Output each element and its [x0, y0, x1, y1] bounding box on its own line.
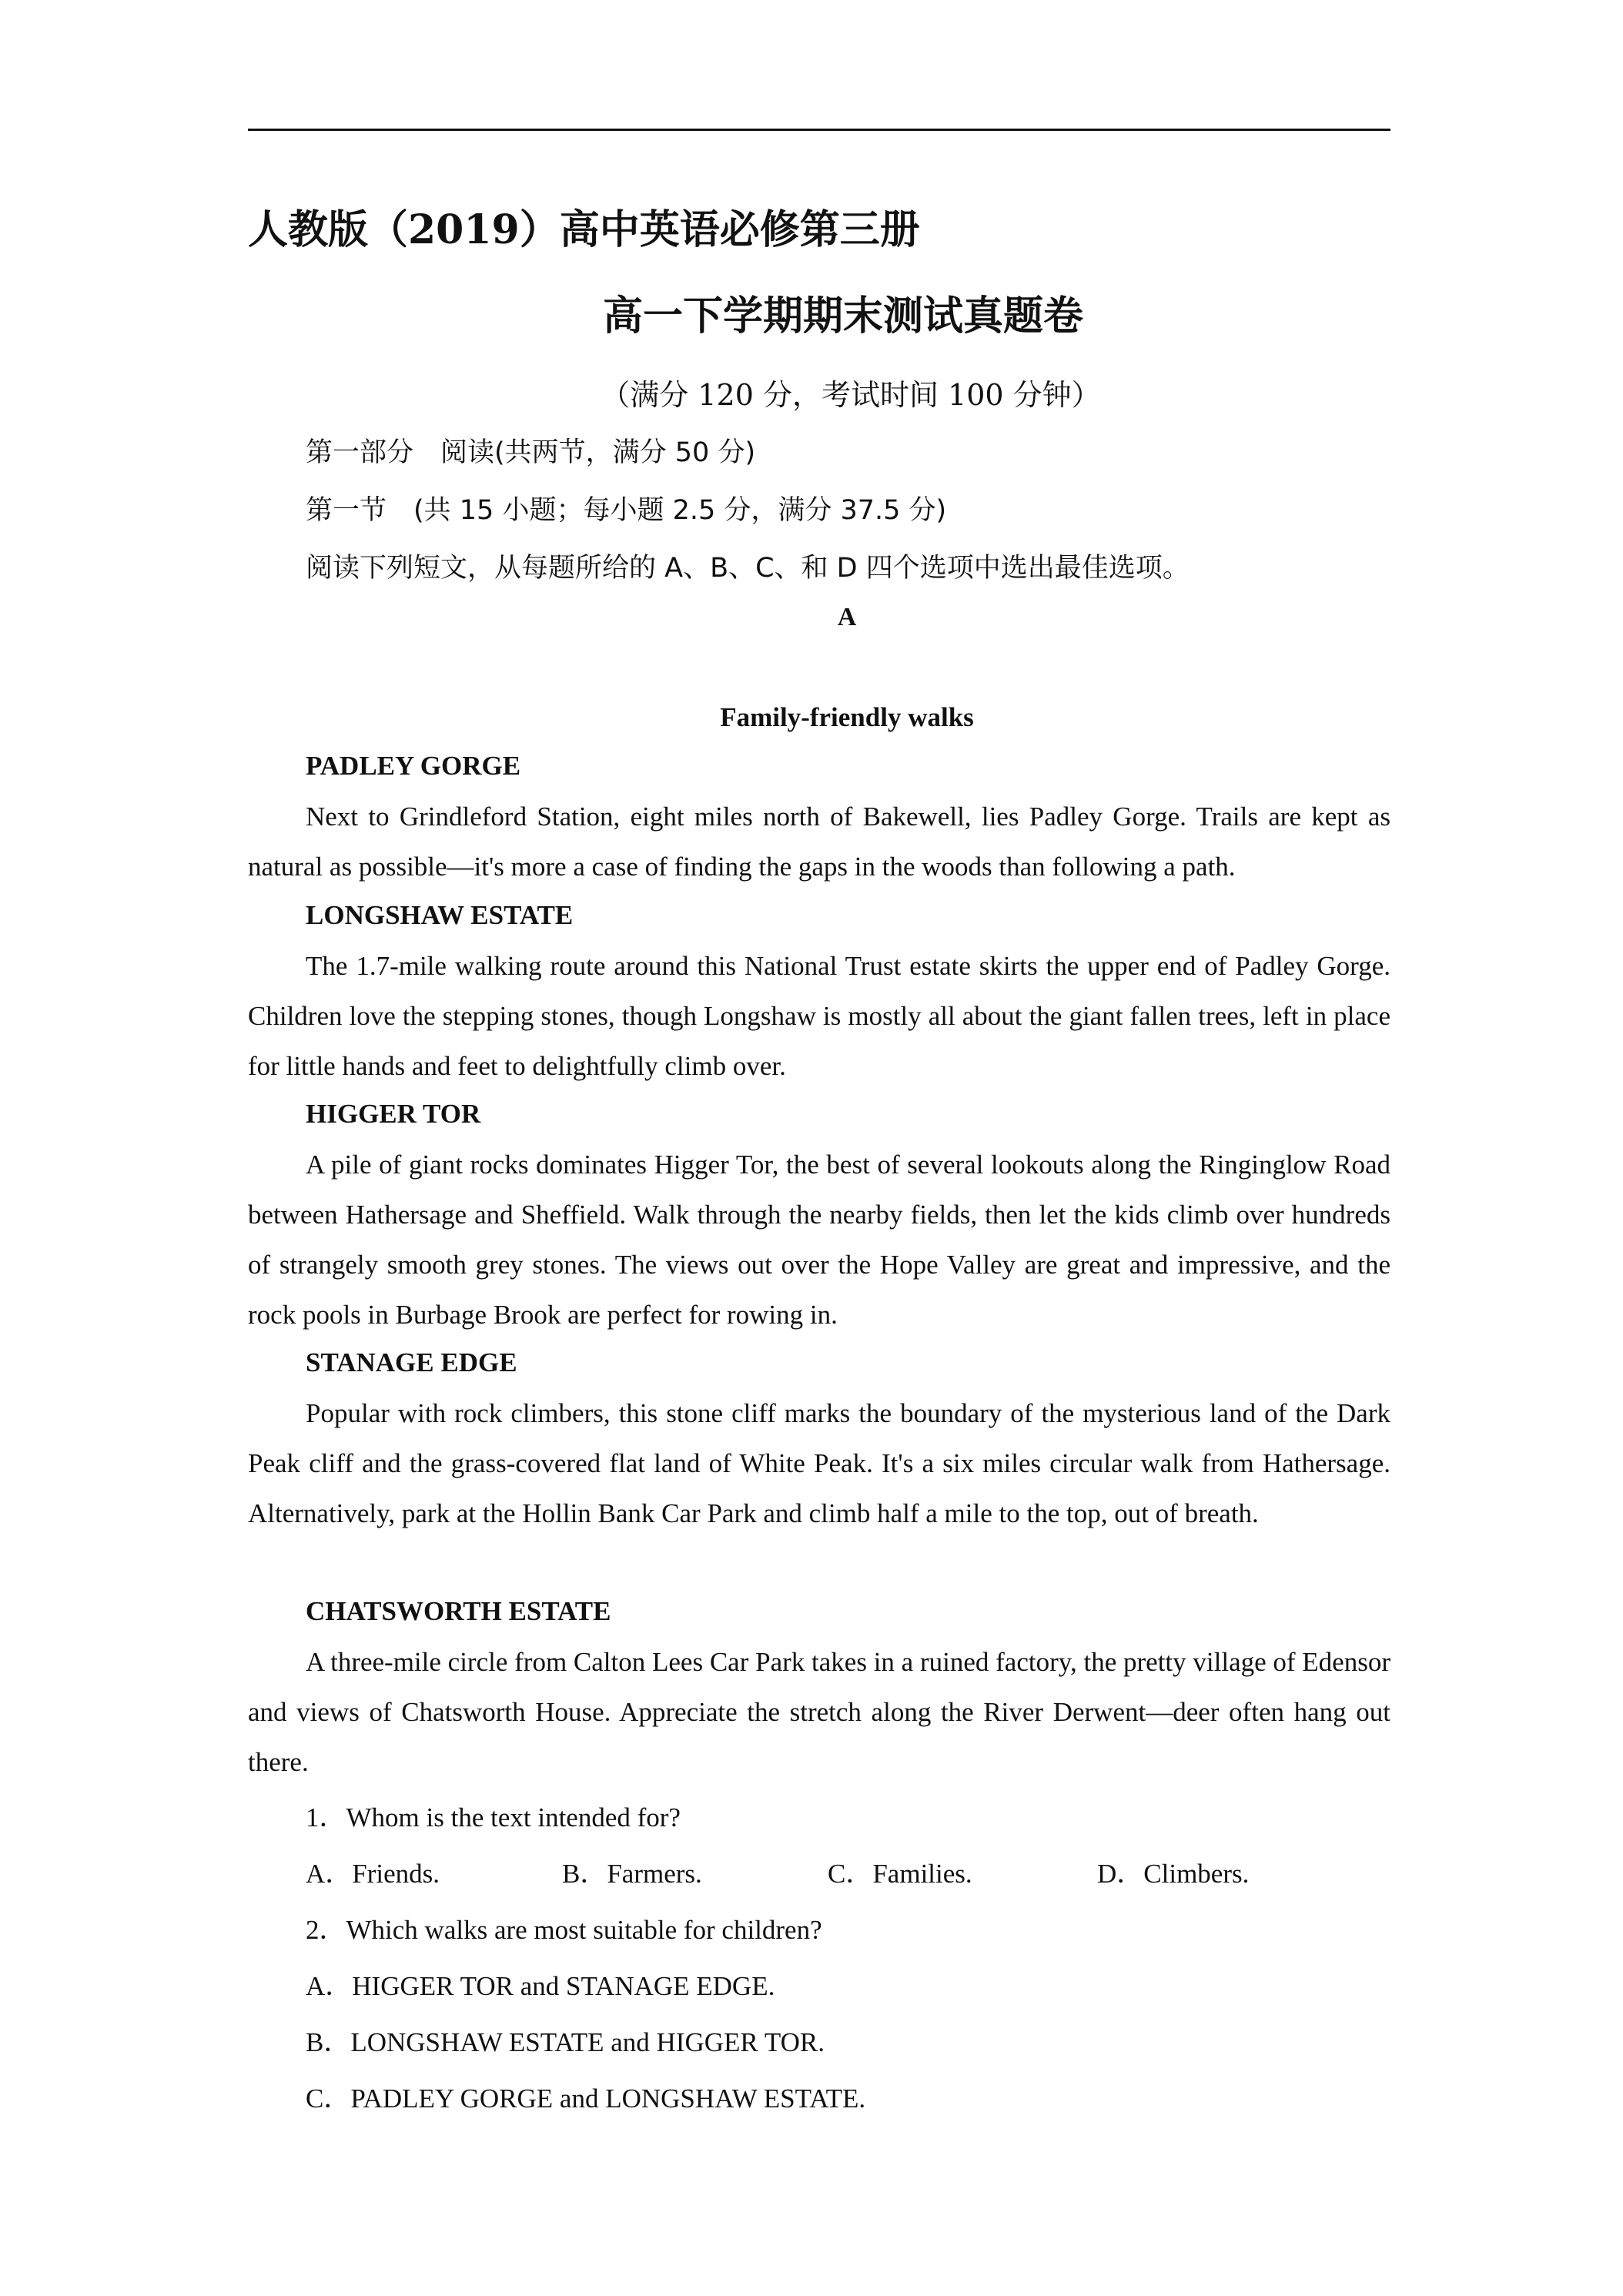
instruction: 阅读下列短文，从每题所给的 A、B、C、和 D 四个选项中选出最佳选项。	[306, 553, 1190, 584]
section-heading-padley: PADLEY GORGE	[306, 751, 521, 781]
question-1-stem: 1．Whom is the text intended for?	[306, 1802, 681, 1832]
part-heading: 第一部分 阅读(共两节，满分 50 分)	[306, 437, 756, 468]
question-2-option-c: C．PADLEY GORGE and LONGSHAW ESTATE.	[306, 2083, 866, 2114]
section-heading-higger: HIGGER TOR	[306, 1099, 481, 1129]
section-text-higger: A pile of giant rocks dominates Higger Tor, the best of several lookouts along the Ringinglow Road between Hathersage and Sheffield. Walk through the nearby fields, then let the kids climb over hundreds of strangely smooth grey stones. The views out over the Hope Valley are great and impressive, and the rock pools in Burbage Brook are perfect for rowing in.	[248, 1150, 1390, 1330]
exam-title-line2: 高一下学期期末测试真题卷	[602, 293, 1083, 340]
section-heading-chatsworth: CHATSWORTH ESTATE	[306, 1596, 611, 1626]
question-2-stem: 2．Which walks are most suitable for children?	[306, 1915, 822, 1945]
section-text-longshaw: The 1.7-mile walking route around this National Trust estate skirts the upper end of Padley Gorge. Children love the stepping stones, though Longshaw is mostly all about the giant fallen trees, left in place for little hands and feet to delightfully climb over.	[248, 951, 1390, 1081]
section-text-padley: Next to Grindleford Station, eight miles north of Bakewell, lies Padley Gorge. Trails are kept as natural as possible—it's more a case of finding the gaps in the woods than following a path.	[248, 802, 1390, 882]
section-text-chatsworth: A three-mile circle from Calton Lees Car Park takes in a ruined factory, the pretty village of Edensor and views of Chatsworth House. Appreciate the stretch along the River Derwent—deer often hang out there.	[248, 1647, 1390, 1777]
section-text-stanage: Popular with rock climbers, this stone cliff marks the boundary of the mysterious land of the Dark Peak cliff and the grass-covered flat land of White Peak. It's a six miles circular walk from Hathersage. Alternatively, park at the Hollin Bank Car Park and climb half a mile to the top, out of breath.	[248, 1398, 1390, 1528]
question-1-option-d: D．Climbers.	[1097, 1859, 1250, 1889]
question-2-option-b: B．LONGSHAW ESTATE and HIGGER TOR.	[306, 2027, 825, 2057]
section-heading-longshaw: LONGSHAW ESTATE	[306, 900, 574, 930]
question-1-option-a: A．Friends.	[306, 1859, 440, 1889]
score-note: （满分 120 分，考试时间 100 分钟）	[601, 378, 1101, 412]
question-1-option-c: C．Families.	[828, 1859, 972, 1889]
passage-letter: A	[837, 603, 857, 631]
header-rule	[248, 129, 1390, 131]
exam-title-line1: 人教版（2019）高中英语必修第三册	[248, 206, 920, 253]
passage-title: Family-friendly walks	[720, 702, 974, 732]
section-heading-stanage: STANAGE EDGE	[306, 1347, 517, 1377]
question-1-option-b: B．Farmers.	[562, 1859, 702, 1889]
subsection-heading: 第一节 (共 15 小题；每小题 2.5 分，满分 37.5 分)	[306, 495, 947, 526]
question-2-option-a: A．HIGGER TOR and STANAGE EDGE.	[306, 1971, 775, 2001]
